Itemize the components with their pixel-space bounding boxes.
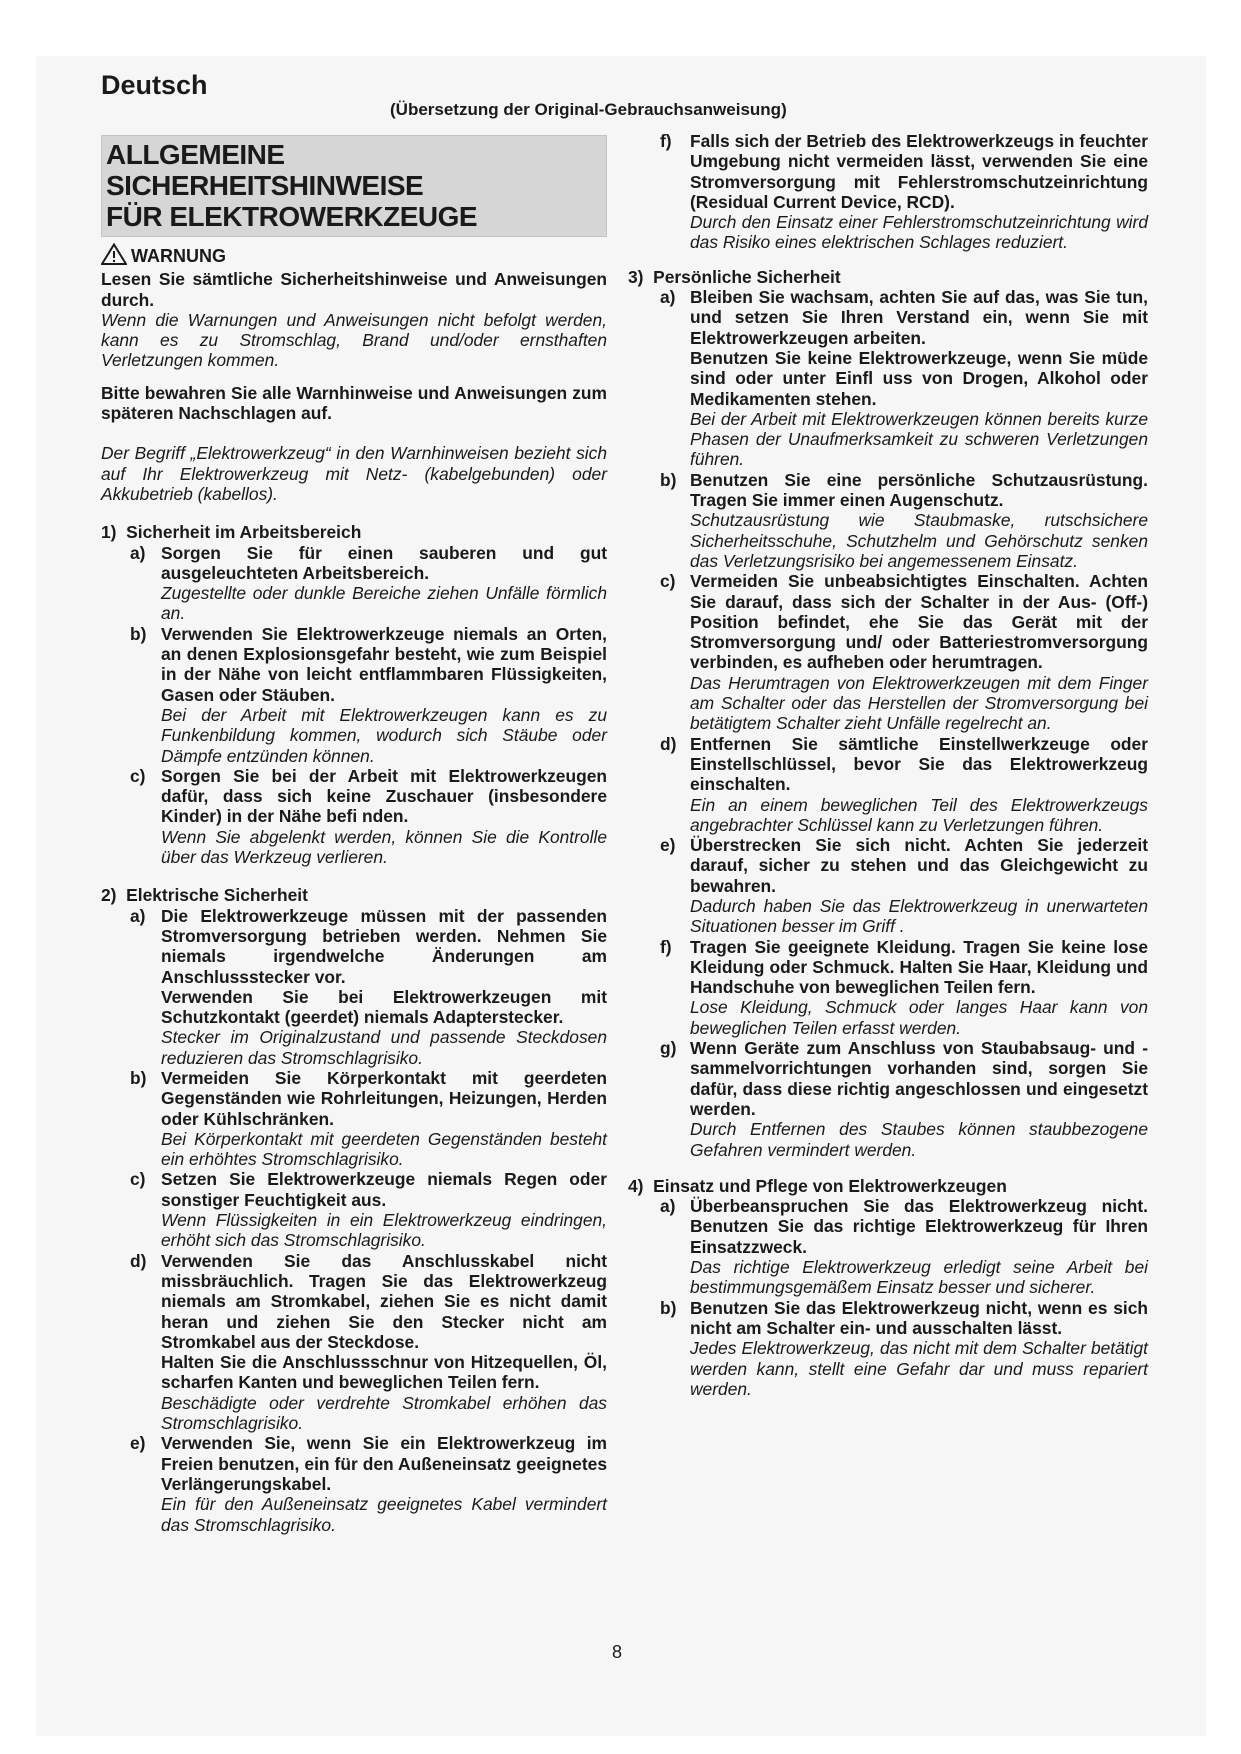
item-note: Bei der Arbeit mit Elektrowerkzeugen kann es zu Funkenbildung kommen, wodurch sich Stäube oder Dämpfe entzünden können. (161, 704, 607, 766)
item-label: c) (130, 1169, 146, 1190)
item-label: a) (660, 287, 676, 308)
section-2-number: 2) (101, 885, 117, 906)
item-instruction: Verwenden Sie Elektrowerkzeuge niemals an Orten, an denen Explosionsgefahr besteht, wie zum Beispiel in der Nähe von leicht entflammbaren Flüssigkeiten, Gasen oder Stäuben. (161, 623, 607, 705)
section-title-box (101, 135, 607, 237)
item-instruction: Überstrecken Sie sich nicht. Achten Sie jederzeit darauf, sicher zu stehen und das Gleichgewicht zu bewahren. (690, 835, 1148, 896)
read-all-instruction: Lesen Sie sämtliche Sicherheitshinweise und Anweisungen durch. (101, 269, 607, 310)
item-instruction: Verwenden Sie, wenn Sie ein Elektrowerkzeug im Freien benutzen, ein für den Außeneinsatz geeignetes Verlängerungskabel. (161, 1433, 607, 1494)
right-column (628, 131, 1148, 1399)
item-label: f) (660, 936, 672, 957)
item-note: Das richtige Elektrowerkzeug erledigt seine Arbeit bei bestimmungsgemäßem Einsatz besser und sicherer. (690, 1257, 1148, 1298)
item-note: Stecker im Originalzustand und passende Steckdosen reduzieren das Stromschlagrisiko. (161, 1027, 607, 1068)
warning-triangle-icon (101, 243, 127, 269)
term-note: Der Begriff „Elektrowerkzeug“ in den Warnhinweisen bezieht sich auf Ihr Elektrowerkzeug mit Netz- (kabelgebunden) oder Akkubetrieb (kabellos). (101, 443, 607, 504)
item-instruction: Benutzen Sie eine persönliche Schutzausrüstung. Tragen Sie immer einen Augenschutz. (690, 469, 1148, 511)
item-instruction: Benutzen Sie das Elektrowerkzeug nicht, wenn es sich nicht am Schalter ein- und ausschalten lässt. (690, 1297, 1148, 1338)
item-instruction: Entfernen Sie sämtliche Einstellwerkzeuge oder Einstellschlüssel, bevor Sie das Elektrowerkzeug einschalten. (690, 733, 1148, 795)
left-column (101, 135, 607, 1535)
warning-heading (101, 243, 607, 269)
item-note: Ein an einem beweglichen Teil des Elektrowerkzeugs angebrachter Schlüssel kann zu Verletzungen führen. (690, 794, 1148, 835)
item-instruction: Sorgen Sie für einen sauberen und gut ausgeleuchteten Arbeitsbereich. (161, 542, 607, 583)
item-note: Lose Kleidung, Schmuck oder langes Haar kann von beweglichen Teilen erfasst werden. (690, 997, 1148, 1038)
document-subtitle: (Übersetzung der Original-Gebrauchsanweisung) (390, 100, 787, 119)
item-label: c) (660, 571, 676, 592)
section-1-number: 1) (101, 522, 117, 543)
list-item (130, 766, 607, 867)
item-instruction: Überbeanspruchen Sie das Elektrowerkzeug nicht. Benutzen Sie das richtige Elektrowerkzeug für Ihren Einsatzzweck. (690, 1196, 1148, 1257)
section-1-title: Sicherheit im Arbeitsbereich (126, 522, 362, 543)
item-instruction: Wenn Geräte zum Anschluss von Staubabsaug- und -sammelvorrichtungen vorhanden sind, sorgen Sie dafür, dass diese richtig angeschlossen und eingesetzt werden. (690, 1038, 1148, 1119)
list-item (130, 1433, 607, 1534)
item-label: d) (130, 1250, 147, 1271)
item-instruction: Vermeiden Sie Körperkontakt mit geerdeten Gegenständen wie Rohrleitungen, Heizungen, Herden oder Kühlschränken. (161, 1067, 607, 1129)
list-item (130, 1169, 607, 1250)
item-note: Wenn Sie abgelenkt werden, können Sie die Kontrolle über das Werkzeug verlieren. (161, 826, 607, 868)
list-item (660, 1196, 1148, 1297)
section-3-title: Persönliche Sicherheit (653, 266, 841, 287)
list-item (660, 937, 1148, 1038)
item-instruction: Die Elektrowerkzeuge müssen mit der passenden Stromversorgung betrieben werden. Nehmen Sie niemals irgendwelche Änderungen am Anschlussstecker vor. (161, 905, 607, 987)
item-label: b) (660, 469, 677, 490)
item-label: b) (660, 1297, 677, 1318)
item-note: Dadurch haben Sie das Elektrowerkzeug in unerwarteten Situationen besser im Griff . (690, 895, 1148, 937)
list-item (130, 543, 607, 624)
section-2-heading (101, 885, 607, 905)
item-instruction-2: Benutzen Sie keine Elektrowerkzeuge, wenn Sie müde sind oder unter Einfl uss von Drogen, Alkohol oder Medikamenten stehen. (690, 347, 1148, 409)
section-3-heading (628, 267, 1148, 287)
item-note: Durch den Einsatz einer Fehlerstromschutzeinrichtung wird das Risiko eines elektrischen Schlages reduziert. (690, 212, 1148, 253)
keep-instruction: Bitte bewahren Sie alle Warnhinweise und Anweisungen zum späteren Nachschlagen auf. (101, 382, 607, 424)
item-instruction-2: Verwenden Sie bei Elektrowerkzeugen mit Schutzkontakt (geerdet) niemals Adapterstecker. (161, 986, 607, 1028)
item-note: Wenn Flüssigkeiten in ein Elektrowerkzeug eindringen, erhöht sich das Stromschlagrisiko. (161, 1210, 607, 1251)
item-label: f) (660, 131, 672, 151)
list-item (660, 287, 1148, 470)
item-note: Jedes Elektrowerkzeug, das nicht mit dem Schalter betätigt werden kann, stellt eine Gefahr dar und muss repariert werden. (690, 1338, 1148, 1399)
item-note: Durch Entfernen des Staubes können staubbezogene Gefahren vermindert werden. (690, 1119, 1148, 1160)
item-label: e) (130, 1433, 146, 1454)
list-item (660, 835, 1148, 936)
item-instruction: Verwenden Sie das Anschlusskabel nicht missbräuchlich. Tragen Sie das Elektrowerkzeug niemals am Stromkabel, ziehen Sie es nicht damit heran und ziehen Sie den Stecker nicht am Stromkabel aus der Steckdose. (161, 1250, 607, 1352)
item-label: a) (130, 542, 146, 563)
section-title-line-2: FÜR ELEKTROWERKZEUGE (106, 201, 478, 232)
item-instruction: Setzen Sie Elektrowerkzeuge niemals Regen oder sonstiger Feuchtigkeit aus. (161, 1169, 607, 1210)
item-note: Das Herumtragen von Elektrowerkzeugen mit dem Finger am Schalter oder das Herstellen der Stromversorgung bei betätigtem Schalter zieht Unfälle regelrecht an. (690, 672, 1148, 734)
item-note: Ein für den Außeneinsatz geeignetes Kabel vermindert das Stromschlagrisiko. (161, 1494, 607, 1535)
item-note: Bei der Arbeit mit Elektrowerkzeugen können bereits kurze Phasen der Unaufmerksamkeit zu schweren Verletzungen führen. (690, 408, 1148, 470)
item-label: g) (660, 1038, 677, 1059)
section-4-title: Einsatz und Pflege von Elektrowerkzeugen (653, 1175, 1007, 1196)
item-note: Schutzausrüstung wie Staubmaske, rutschsichere Sicherheitsschuhe, Schutzhelm und Gehörschutz senken das Verletzungsrisiko bei angemessenem Einsatz. (690, 510, 1148, 571)
list-item (660, 734, 1148, 835)
item-instruction-2: Halten Sie die Anschlussschnur von Hitzequellen, Öl, scharfen Kanten und beweglichen Teilen fern. (161, 1352, 607, 1393)
item-note: Beschädigte oder verdrehte Stromkabel erhöhen das Stromschlagrisiko. (161, 1392, 607, 1434)
item-label: b) (130, 623, 147, 644)
item-label: a) (130, 905, 146, 926)
list-item (660, 131, 1148, 253)
item-instruction: Bleiben Sie wachsam, achten Sie auf das, was Sie tun, und setzen Sie Ihren Verstand ein, wenn Sie mit Elektrowerkzeugen arbeiten. (690, 287, 1148, 348)
page-number: 8 (612, 1642, 623, 1662)
list-item (660, 1298, 1148, 1399)
list-item (660, 470, 1148, 571)
list-item (660, 1038, 1148, 1160)
section-4-heading (628, 1176, 1148, 1196)
warning-label: WARNUNG (131, 246, 226, 266)
item-label: e) (660, 835, 676, 856)
item-label: c) (130, 765, 146, 786)
item-label: a) (660, 1196, 676, 1217)
language-heading: Deutsch (101, 70, 208, 100)
list-item (130, 906, 607, 1068)
section-3-number: 3) (628, 266, 644, 287)
section-2-title: Elektrische Sicherheit (126, 885, 308, 906)
list-item (660, 571, 1148, 733)
item-instruction: Falls sich der Betrieb des Elektrowerkzeugs in feuchter Umgebung nicht vermeiden lässt, verwenden Sie eine Stromversorgung mit Fehlerstromschutzeinrichtung (Residual Current Device, RCD). (690, 131, 1148, 212)
item-instruction: Tragen Sie geeignete Kleidung. Tragen Sie keine lose Kleidung oder Schmuck. Halten Sie Haar, Kleidung und Handschuhe von beweglichen Teilen fern. (690, 936, 1148, 998)
list-item (130, 1251, 607, 1434)
section-1-heading (101, 522, 607, 542)
item-label: b) (130, 1067, 147, 1088)
item-label: d) (660, 733, 677, 754)
item-note: Bei Körperkontakt mit geerdeten Gegenständen besteht ein erhöhtes Stromschlagrisiko. (161, 1128, 607, 1170)
item-note: Zugestellte oder dunkle Bereiche ziehen Unfälle förmlich an. (161, 583, 607, 624)
list-item (130, 624, 607, 766)
section-4-number: 4) (628, 1175, 644, 1196)
item-instruction: Sorgen Sie bei der Arbeit mit Elektrowerkzeugen dafür, dass sich keine Zuschauer (insbesondere Kinder) in der Nähe befi nden. (161, 765, 607, 827)
section-title-line-1: ALLGEMEINE SICHERHEITSHINWEISE (106, 139, 424, 201)
list-item (130, 1068, 607, 1169)
read-all-note: Wenn die Warnungen und Anweisungen nicht befolgt werden, kann es zu Stromschlag, Brand und/oder ernsthaften Verletzungen kommen. (101, 309, 607, 371)
item-instruction: Vermeiden Sie unbeabsichtigtes Einschalten. Achten Sie darauf, dass sich der Schalter in der Aus- (Off-) Position befindet, ehe Sie das Gerät mit der Stromversorgung und/ oder Batteriestromversorgung verbinden, es aufheben oder herumtragen. (690, 571, 1148, 673)
